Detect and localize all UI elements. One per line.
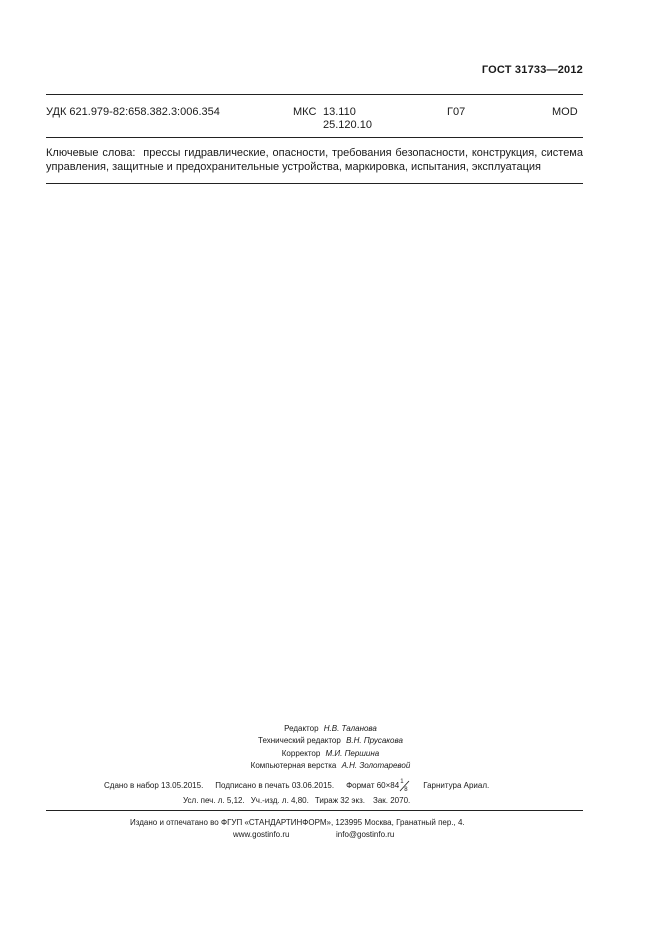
tech-editor-label: Технический редактор — [258, 736, 341, 746]
corrector-name: М.И. Першина — [325, 748, 380, 758]
mks-code-2: 25.120.10 — [323, 119, 372, 131]
bottom-divider — [46, 810, 583, 811]
publisher-line: Издано и отпечатано во ФГУП «СТАНДАРТИНФОРМ», 123995 Москва, Гранатный пер., 4. — [130, 818, 465, 827]
editor-line — [0, 723, 661, 735]
keywords-text: прессы гидравлические, опасности, требования безопасности, конструкция, система управления, защитные и предохранительные устройства, маркировка, испытания, эксплуатация — [46, 147, 583, 173]
editor-label: Редактор — [284, 724, 319, 733]
publishing-sheets: Уч.-изд. л. 4,80. — [250, 796, 309, 805]
print-info-line-1 — [104, 780, 489, 792]
top-divider — [46, 94, 583, 95]
mks-code-1: 13.110 — [323, 106, 356, 118]
tech-editor-name: В.Н. Прусакова — [346, 736, 403, 746]
middle-divider — [46, 137, 583, 138]
layout-name: А.Н. Золотаревой — [341, 760, 411, 770]
editor-name: Н.В. Таланова — [323, 724, 377, 733]
paper-format: Формат 60×84 — [346, 781, 400, 791]
layout-label: Компьютерная верстка — [250, 760, 337, 770]
order-number: Зак. 2070. — [373, 796, 411, 805]
publisher-website: www.gostinfo.ru — [233, 830, 290, 839]
corrector-label: Корректор — [281, 748, 321, 758]
corrector-line — [0, 748, 661, 760]
harmonization-degree: MOD — [552, 106, 578, 118]
typeface: Гарнитура Ариал. — [423, 781, 490, 791]
group-code: Г07 — [447, 106, 466, 118]
format-denominator: 8 — [404, 787, 408, 793]
format-numerator: 1 — [400, 779, 404, 785]
mks-label: МКС — [293, 106, 317, 118]
signed-date: Подписано в печать 03.06.2015. — [215, 781, 335, 791]
document-code: ГОСТ 31733—2012 — [481, 64, 583, 76]
udk-code: УДК 621.979-82:658.382.3:006.354 — [46, 106, 220, 118]
credits-block — [0, 723, 661, 772]
printed-sheets: Усл. печ. л. 5,12. — [183, 796, 245, 805]
layout-line — [0, 760, 661, 772]
print-info-line-2 — [183, 795, 410, 807]
print-run: Тираж 32 экз. — [314, 796, 365, 805]
format-fraction — [399, 780, 409, 792]
keywords-label: Ключевые слова: — [46, 147, 136, 159]
keywords-divider — [46, 183, 583, 184]
publisher-email: info@gostinfo.ru — [336, 830, 395, 839]
tech-editor-line — [0, 735, 661, 747]
submitted-date: Сдано в набор 13.05.2015. — [104, 781, 204, 791]
keywords-block — [46, 146, 583, 174]
